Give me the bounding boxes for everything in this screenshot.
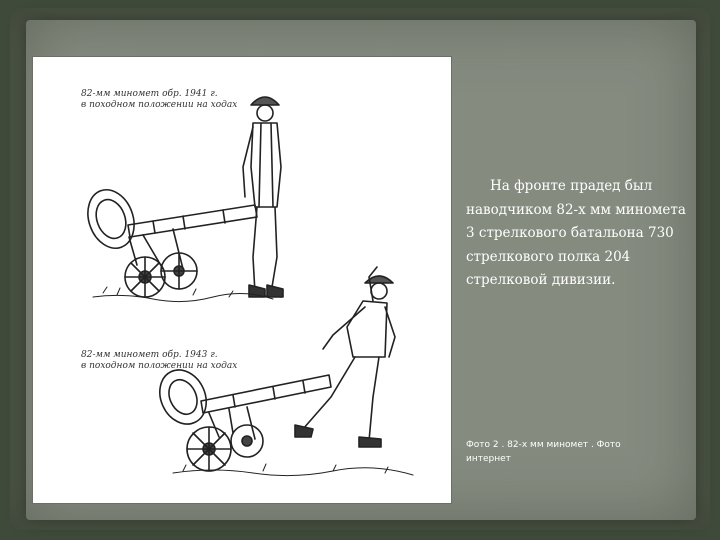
soldier-standing-icon [243,97,283,297]
mortar-1943-icon [151,362,413,475]
main-text: На фронте прадед был наводчиком 82-х мм миномета 3 стрелкового батальона 730 стрелкового полка 204 стрелковой дивизии. [466,178,686,288]
caption-top-line1: 82-мм миномет обр. 1941 г. [81,89,218,99]
caption-bottom [81,350,237,372]
photo-caption: Фото 2 . 82-х мм миномет . Фото интернет [466,440,621,464]
caption-top-line2: в походном положении на ходах [81,100,238,110]
caption-top [81,89,237,111]
mortar-1941-icon [80,183,273,301]
caption-bottom-line2: в походном положении на ходах [81,361,238,371]
caption-bottom-line1: 82-мм миномет обр. 1943 г. [81,350,218,360]
mortar-illustration [32,56,452,504]
soldier-pulling-icon [295,267,395,447]
illustration-drawing [33,57,451,503]
